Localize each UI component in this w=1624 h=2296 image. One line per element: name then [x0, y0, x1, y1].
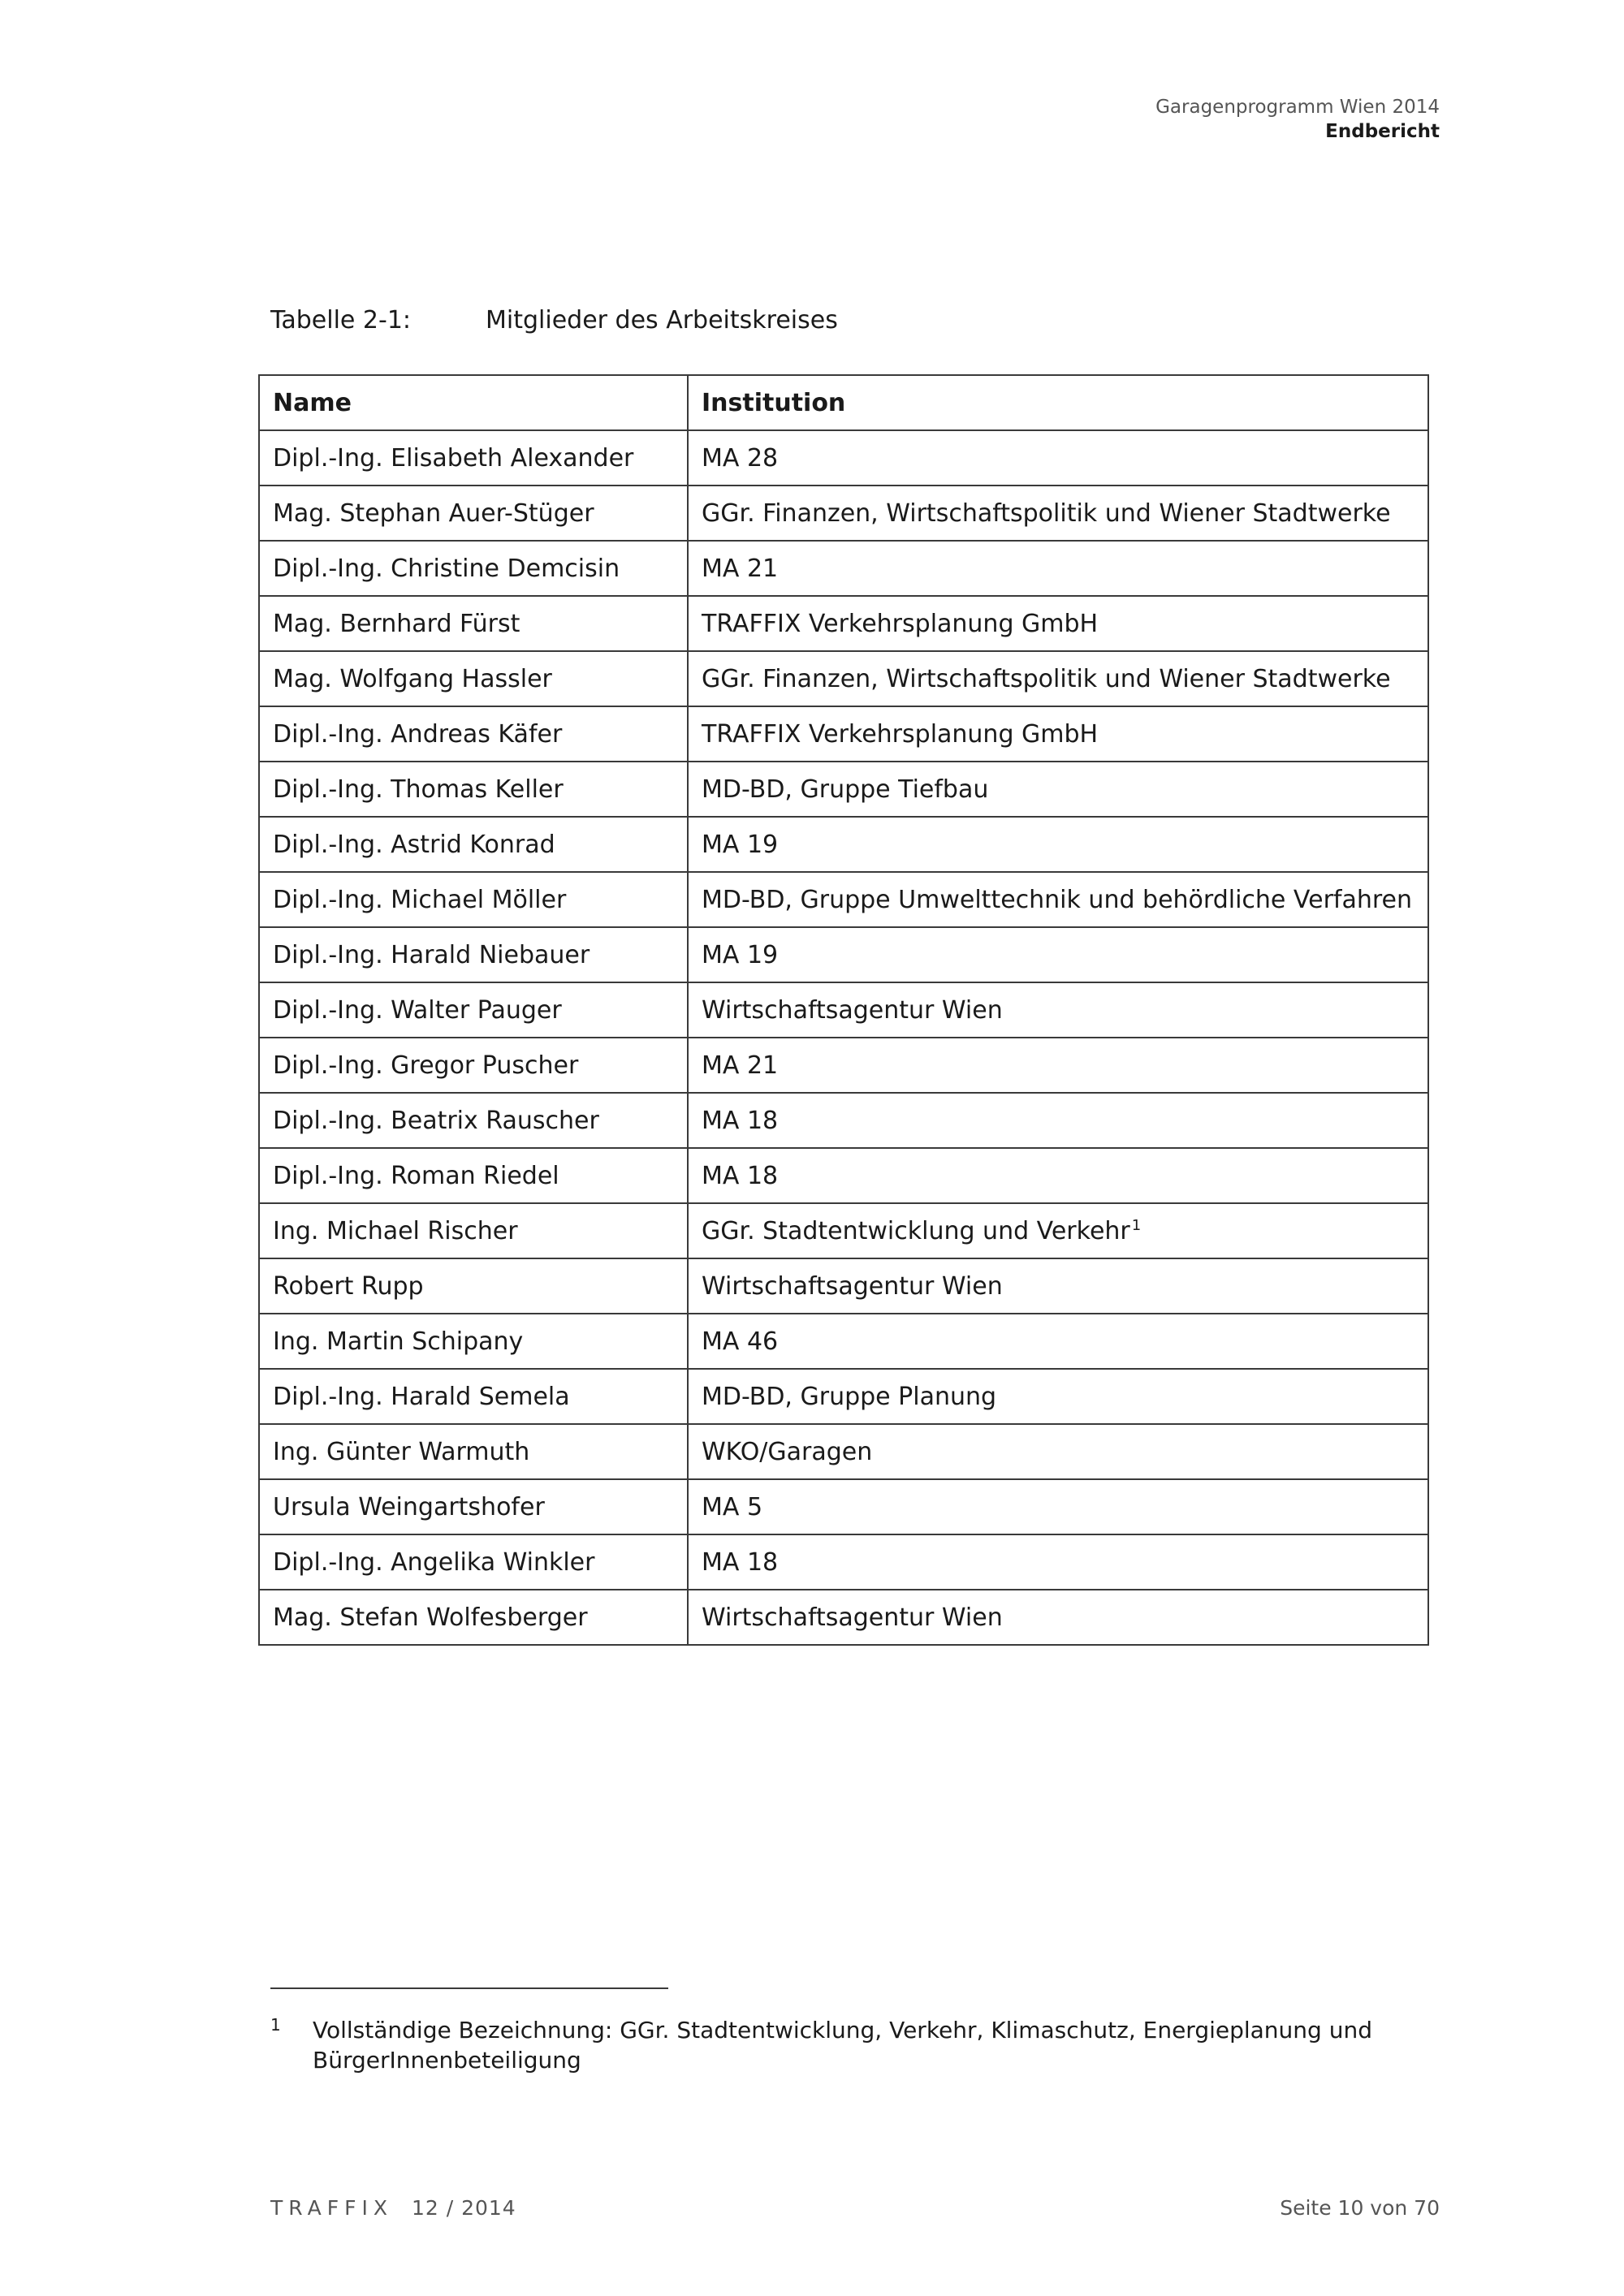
- table-row: [259, 1203, 1428, 1258]
- cell-institution: [688, 541, 1428, 596]
- cell-name: Mag. Wolfgang Hassler: [259, 651, 688, 706]
- cell-name: Ing. Martin Schipany: [259, 1314, 688, 1369]
- institution-text: TRAFFIX Verkehrsplanung GmbH: [702, 609, 1099, 638]
- institution-text: MA 19: [702, 830, 779, 859]
- cell-name: Dipl.-Ing. Harald Semela: [259, 1369, 688, 1424]
- cell-institution: [688, 1314, 1428, 1369]
- table-row: [259, 872, 1428, 927]
- institution-text: MA 28: [702, 443, 779, 473]
- cell-name: Dipl.-Ing. Astrid Konrad: [259, 817, 688, 872]
- cell-institution: [688, 1148, 1428, 1203]
- institution-text: MA 19: [702, 940, 779, 969]
- cell-institution: [688, 982, 1428, 1038]
- institution-text: Wirtschaftsagentur Wien: [702, 995, 1003, 1025]
- cell-name: Dipl.-Ing. Elisabeth Alexander: [259, 430, 688, 486]
- table-row: [259, 817, 1428, 872]
- footer-left: [270, 2196, 516, 2220]
- table-row: [259, 1038, 1428, 1093]
- institution-text: MA 5: [702, 1492, 763, 1521]
- institution-text: MA 18: [702, 1547, 779, 1577]
- table-row: [259, 706, 1428, 762]
- cell-name: Dipl.-Ing. Christine Demcisin: [259, 541, 688, 596]
- cell-institution: [688, 1534, 1428, 1590]
- cell-name: Dipl.-Ing. Walter Pauger: [259, 982, 688, 1038]
- footnote-reference: 1: [1131, 1216, 1142, 1234]
- institution-text: MA 46: [702, 1327, 779, 1356]
- cell-name: Dipl.-Ing. Harald Niebauer: [259, 927, 688, 982]
- cell-institution: [688, 1424, 1428, 1479]
- cell-name: Dipl.-Ing. Beatrix Rauscher: [259, 1093, 688, 1148]
- document-subtitle: Endbericht: [1325, 121, 1440, 142]
- cell-name: Mag. Bernhard Fürst: [259, 596, 688, 651]
- institution-text: MD-BD, Gruppe Umwelttechnik und behördliche Verfahren: [702, 885, 1413, 914]
- footer-brand: TRAFFIX: [270, 2196, 393, 2220]
- cell-name: Robert Rupp: [259, 1258, 688, 1314]
- document-title: Garagenprogramm Wien 2014: [1155, 97, 1440, 118]
- cell-name: Dipl.-Ing. Thomas Keller: [259, 762, 688, 817]
- cell-name: Dipl.-Ing. Gregor Puscher: [259, 1038, 688, 1093]
- cell-name: Dipl.-Ing. Roman Riedel: [259, 1148, 688, 1203]
- table-caption-label: Tabelle 2-1:: [270, 306, 412, 334]
- cell-name: Mag. Stephan Auer-Stüger: [259, 486, 688, 541]
- running-header: [1155, 95, 1440, 144]
- table-row: [259, 1479, 1428, 1534]
- cell-name: Ursula Weingartshofer: [259, 1479, 688, 1534]
- members-table: [258, 374, 1429, 1646]
- institution-text: TRAFFIX Verkehrsplanung GmbH: [702, 719, 1099, 749]
- table-row: [259, 596, 1428, 651]
- institution-text: MA 18: [702, 1106, 779, 1135]
- cell-institution: [688, 817, 1428, 872]
- table-row: [259, 430, 1428, 486]
- institution-text: GGr. Stadtentwicklung und Verkehr: [702, 1216, 1130, 1245]
- table-row: [259, 1369, 1428, 1424]
- footer-date: 12 / 2014: [411, 2196, 516, 2220]
- footnote-text: Vollständige Bezeichnung: GGr. Stadtentwicklung, Verkehr, Klimaschutz, Energieplanung und BürgerInnenbeteiligung: [313, 2017, 1372, 2074]
- cell-institution: [688, 872, 1428, 927]
- table-caption-text: Mitglieder des Arbeitskreises: [486, 306, 838, 334]
- cell-institution: [688, 596, 1428, 651]
- institution-text: Wirtschaftsagentur Wien: [702, 1271, 1003, 1301]
- institution-text: MA 21: [702, 1051, 779, 1080]
- institution-text: GGr. Finanzen, Wirtschaftspolitik und Wiener Stadtwerke: [702, 498, 1391, 528]
- cell-name: Dipl.-Ing. Andreas Käfer: [259, 706, 688, 762]
- institution-text: MD-BD, Gruppe Planung: [702, 1382, 997, 1411]
- table-row: [259, 486, 1428, 541]
- institution-text: MD-BD, Gruppe Tiefbau: [702, 775, 989, 804]
- table-row: [259, 1534, 1428, 1590]
- table-row: [259, 1424, 1428, 1479]
- cell-institution: [688, 1038, 1428, 1093]
- institution-text: WKO/Garagen: [702, 1437, 873, 1466]
- table-row: [259, 982, 1428, 1038]
- cell-institution: [688, 762, 1428, 817]
- footnote-number: 1: [270, 2015, 281, 2035]
- cell-name: Mag. Stefan Wolfesberger: [259, 1590, 688, 1645]
- cell-institution: [688, 430, 1428, 486]
- table-row: [259, 1590, 1428, 1645]
- footnote-separator: [270, 1987, 668, 1989]
- table-header-row: [259, 375, 1428, 430]
- cell-institution: [688, 1258, 1428, 1314]
- table-row: [259, 1148, 1428, 1203]
- table-row: [259, 1258, 1428, 1314]
- cell-name: Ing. Michael Rischer: [259, 1203, 688, 1258]
- cell-institution: [688, 486, 1428, 541]
- cell-institution: [688, 1590, 1428, 1645]
- cell-name: Dipl.-Ing. Michael Möller: [259, 872, 688, 927]
- cell-name: Ing. Günter Warmuth: [259, 1424, 688, 1479]
- table-body: [259, 430, 1428, 1645]
- cell-institution: [688, 651, 1428, 706]
- cell-institution: [688, 706, 1428, 762]
- cell-name: Dipl.-Ing. Angelika Winkler: [259, 1534, 688, 1590]
- table-row: [259, 541, 1428, 596]
- cell-institution: [688, 1093, 1428, 1148]
- institution-text: MA 18: [702, 1161, 779, 1190]
- cell-institution: [688, 1479, 1428, 1534]
- footnote: [270, 2015, 1423, 2075]
- page-number: Seite 10 von 70: [1280, 2196, 1440, 2220]
- table-row: [259, 1314, 1428, 1369]
- table-row: [259, 1093, 1428, 1148]
- table-caption: [270, 306, 838, 334]
- cell-institution: [688, 1203, 1428, 1258]
- column-header-name: Name: [259, 375, 688, 430]
- table-row: [259, 927, 1428, 982]
- institution-text: GGr. Finanzen, Wirtschaftspolitik und Wiener Stadtwerke: [702, 664, 1391, 693]
- cell-institution: [688, 1369, 1428, 1424]
- institution-text: MA 21: [702, 554, 779, 583]
- cell-institution: [688, 927, 1428, 982]
- column-header-institution: Institution: [688, 375, 1428, 430]
- table-row: [259, 762, 1428, 817]
- institution-text: Wirtschaftsagentur Wien: [702, 1603, 1003, 1632]
- table-row: [259, 651, 1428, 706]
